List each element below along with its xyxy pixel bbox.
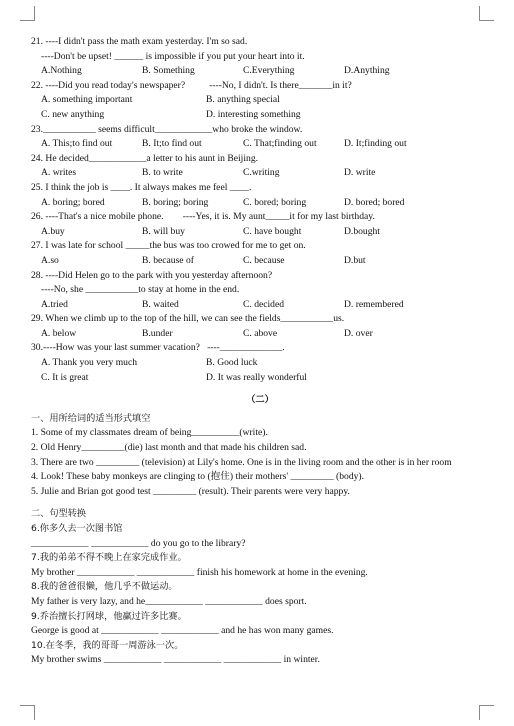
option-c: C. have bought: [243, 225, 302, 237]
question-26: [31, 210, 489, 239]
option-a: A.tried: [41, 298, 68, 310]
option-a: A.so: [41, 254, 59, 266]
question-23: [31, 123, 489, 152]
option-c: C. It is great: [41, 371, 89, 383]
option-b: B. Something: [142, 65, 195, 77]
question-24: [31, 152, 489, 181]
part-heading: 一、用所给词的适当形式填空: [31, 412, 151, 424]
option-a: A. below: [41, 327, 77, 339]
option-row: [31, 64, 489, 79]
exercise-prompt-cn: 9.乔治擅长打网球，他赢过许多比赛。: [31, 610, 187, 622]
question-25: [31, 181, 489, 210]
exercise-item: 1. Some of my classmates dream of being__________(write).: [31, 427, 268, 439]
option-b: B. because of: [142, 254, 194, 266]
exercise-item: 5. Julie and Brian got good test _________ (result). Their parents were very happy.: [31, 485, 350, 497]
part-heading: 二、句型转换: [31, 508, 87, 520]
question-22: [31, 79, 489, 123]
option-d: D. over: [344, 327, 373, 339]
option-a: A. This;to find out: [41, 138, 113, 150]
worksheet-content: [31, 35, 489, 668]
option-d: D.but: [344, 254, 366, 266]
option-row: [31, 371, 489, 386]
option-b: B. to write: [142, 167, 183, 179]
exercise-prompt-cn: 7.我的弟弟不得不晚上在家完成作业。: [31, 552, 187, 564]
question-stem: 21. ----I didn't pass the math exam yesterday. I'm so sad.: [31, 36, 248, 47]
crop-mark-bottom-right: [479, 705, 494, 720]
exercise-item: 3. There are two _________ (television) at Lily's home. One is in the living room and the other is in her room: [31, 456, 452, 468]
option-d: D. interesting something: [206, 108, 301, 120]
exercise-answer-line: My brother ____________ ____________ finish his homework at home in the evening.: [31, 566, 368, 578]
question-stem: 30.----How was your last summer vacation? ----_____________.: [31, 342, 285, 354]
exercise-answer-line: George is good at ____________ ____________ and he has won many games.: [31, 625, 334, 637]
section-title: （二）: [246, 394, 274, 406]
part-fill-in: [31, 412, 489, 500]
option-row: [31, 254, 489, 269]
question-stem: 27. I was late for school _____the bus was too crowed for me to get on.: [31, 240, 306, 252]
exercise-answer-line: My brother swims ____________ ____________ ____________ in winter.: [31, 654, 320, 666]
option-row: [31, 298, 489, 313]
option-row: [31, 196, 489, 211]
option-a: A.buy: [41, 225, 65, 237]
option-d: D.bought: [344, 225, 380, 237]
exercise-answer-line: ____________ ____________ do you go to the library?: [31, 537, 246, 549]
option-d: D.Anything: [344, 65, 390, 77]
option-c: C. decided: [243, 298, 285, 310]
option-a: A. Thank you very much: [41, 357, 138, 369]
question-28: [31, 269, 489, 313]
question-stem: 23.___________ seems difficult____________who broke the window.: [31, 123, 303, 135]
option-c: C. new anything: [41, 108, 105, 120]
option-b: B. Good luck: [206, 357, 258, 369]
option-row: [31, 327, 489, 342]
exercise-item: 2. Old Henry_________(die) last month and that made his children sad.: [31, 442, 307, 454]
option-d: D. remembered: [344, 298, 404, 310]
option-row: [31, 225, 489, 240]
option-b: B.under: [142, 327, 173, 339]
question-stem: 25. I think the job is ____. It always makes me feel ____.: [31, 181, 252, 193]
option-d: D. write: [344, 167, 376, 179]
question-stem: 29. When we climb up to the top of the hill, we can see the fields___________us.: [31, 313, 345, 325]
option-row: [31, 166, 489, 181]
exercise-item: 4. Look! These baby monkeys are clinging to (抱住) their mothers' _________ (body).: [31, 471, 365, 483]
option-b: B. waited: [142, 298, 179, 310]
question-stem: ----Don't be upset! ______ is impossible if you put your heart into it.: [41, 50, 305, 62]
exercise-prompt-cn: 8.我的爸爸很懒，他几乎不做运动。: [31, 581, 178, 593]
question-29: [31, 312, 489, 341]
option-d: D. bored; bored: [344, 196, 405, 208]
exercise-prompt-cn: 6.你多久去一次图书馆: [31, 523, 123, 534]
option-a: A. something important: [41, 94, 133, 106]
option-row: [31, 137, 489, 152]
question-stem: 26. ----That's a nice mobile phone. ----Yes, it is. My aunt_____it for my last birthday.: [31, 211, 375, 223]
option-b: B. It;to find out: [142, 138, 202, 150]
question-stem: 28. ----Did Helen go to the park with you yesterday afternoon?: [31, 269, 273, 281]
option-d: D. It;finding out: [344, 138, 407, 150]
question-stem: ----No, she ___________to stay at home in the end.: [41, 284, 240, 296]
exercise-answer-line: My father is very lazy, and he____________ ____________ does sport.: [31, 595, 307, 607]
option-c: C.writing: [243, 167, 280, 179]
question-27: [31, 239, 489, 268]
exercise-prompt-cn: 10.在冬季，我的哥哥一周游泳一次。: [31, 639, 184, 651]
crop-mark-top-left: [20, 6, 35, 21]
option-c: C. That;finding out: [243, 138, 317, 150]
option-a: A. boring; bored: [41, 196, 105, 208]
option-row: [31, 356, 489, 371]
crop-mark-bottom-left: [20, 705, 35, 720]
option-row: [31, 108, 489, 123]
question-stem: 24. He decided____________a letter to his aunt in Beijing.: [31, 152, 259, 164]
option-row: [31, 93, 489, 108]
question-21: [31, 35, 489, 79]
option-a: A.Nothing: [41, 65, 82, 77]
option-c: C.Everything: [243, 65, 295, 77]
option-c: C. because: [243, 254, 285, 266]
option-b: B. anything special: [206, 94, 280, 106]
crop-mark-top-right: [479, 6, 494, 21]
option-b: B. boring; boring: [142, 196, 209, 208]
option-b: B. will buy: [142, 225, 185, 237]
question-30: [31, 341, 489, 385]
option-c: C. bored; boring: [243, 196, 307, 208]
option-a: A. writes: [41, 167, 77, 179]
question-stem: 22. ----Did you read today's newspaper? ----No, I didn't. Is there_______in it?: [31, 79, 352, 91]
option-c: C. above: [243, 327, 278, 339]
option-d: D. It was really wonderful: [206, 371, 307, 383]
part-sentence-transform: [31, 507, 489, 668]
